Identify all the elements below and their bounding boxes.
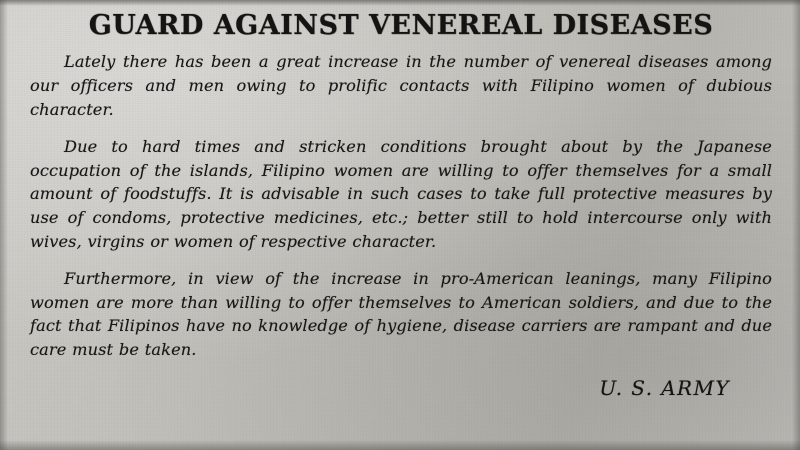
document-body: [30, 50, 772, 362]
page-title: GUARD AGAINST VENEREAL DISEASES: [88, 10, 714, 41]
paragraph-2: Due to hard times and stricken conditions brought about by the Japanese occupation of the islands, Filipino women are willing to offer themselves for a small amount of foodstuffs. It is advisable in such cases to take full protective measures by use of condoms, protective medicines, etc.; better still to hold intercourse only with wives, virgins or women of respective character.: [30, 136, 772, 252]
paragraph-1: Lately there has been a great increase in the number of venereal diseases among our officers and men owing to prolific contacts with Filipino women of dubious character.: [30, 52, 772, 119]
paragraph-3: Furthermore, in view of the increase in pro-American leanings, many Filipino women are more than willing to offer themselves to American soldiers, and due to the fact that Filipinos have no knowledge of hygiene, disease carriers are rampant and due care must be taken.: [30, 268, 772, 360]
page-edge-right: [792, 0, 800, 450]
page-edge-top: [0, 0, 800, 6]
page-edge-bottom: [0, 440, 800, 450]
page-edge-left: [0, 0, 8, 450]
signature-line: U. S. ARMY: [599, 376, 730, 401]
